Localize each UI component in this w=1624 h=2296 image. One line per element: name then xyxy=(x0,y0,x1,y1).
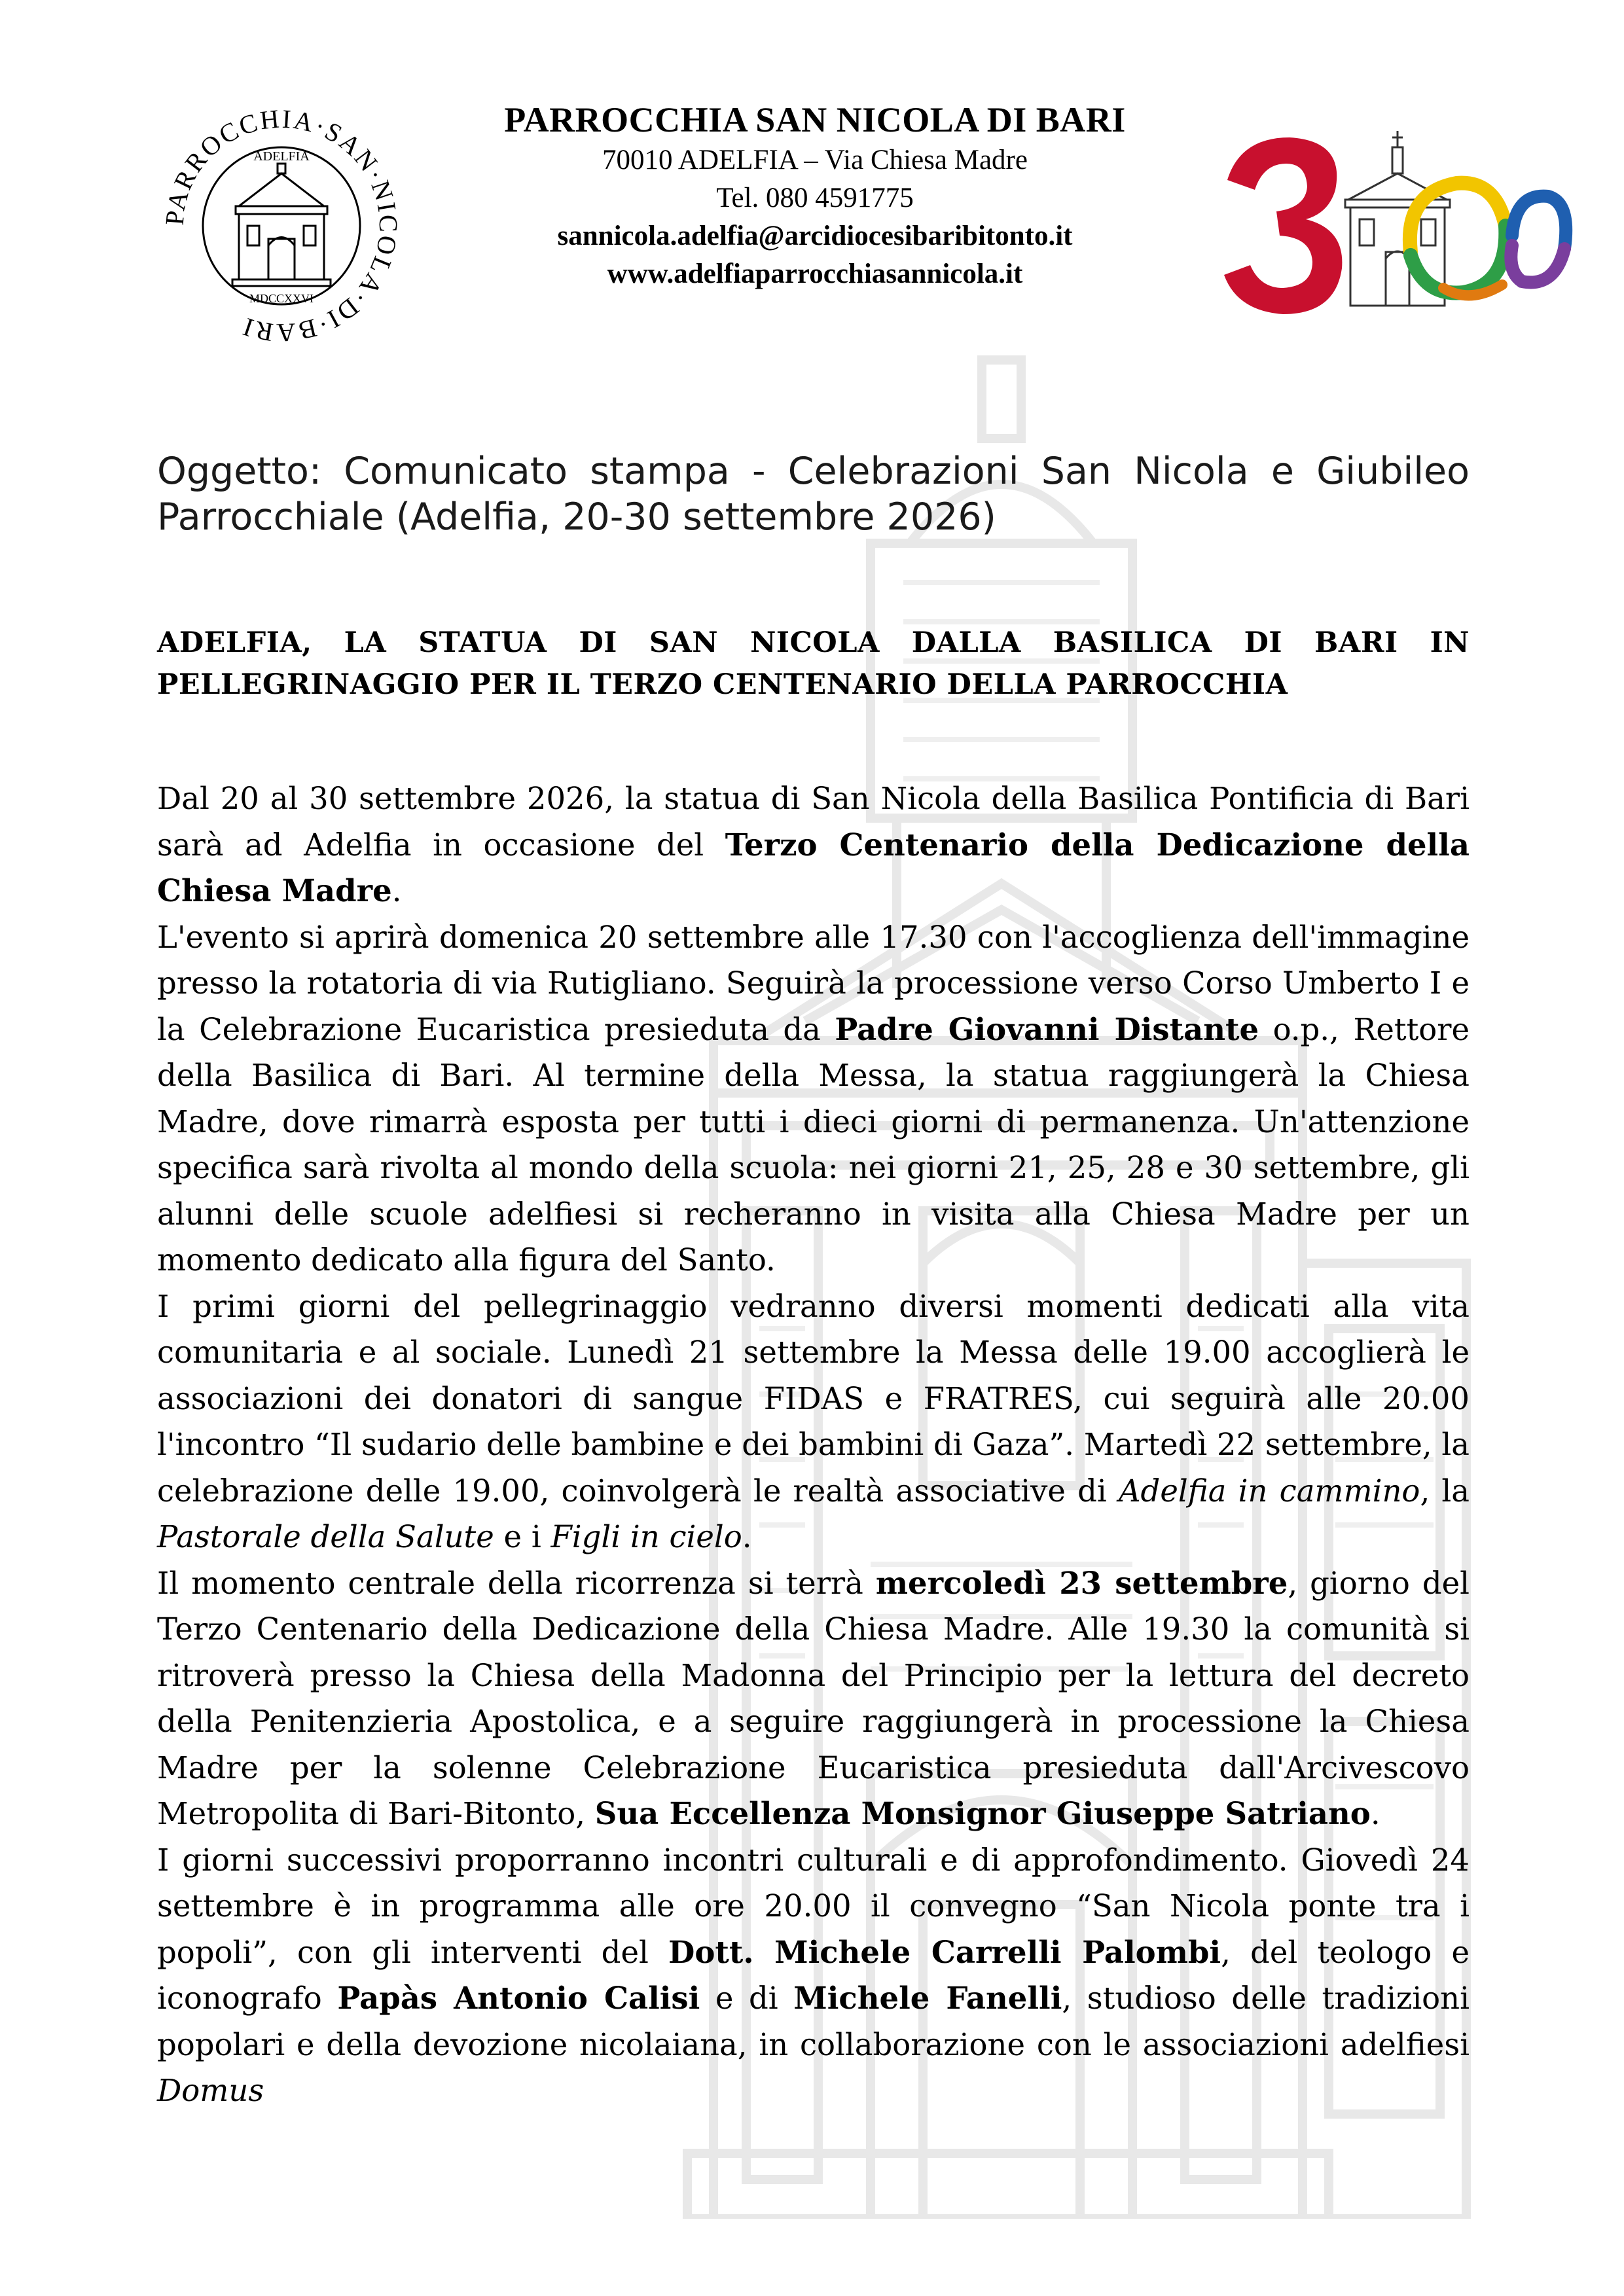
text-run: , giorno del Terzo Centenario della Dedicazione della Chiesa Madre. Alle 19.30 la comunità si ritroverà presso la Chiesa della Madonna del Principio per la lettura del decreto della Penitenzieria Apostolica, e a seguire raggiungerà in processione la Chiesa Madre per la solenne Celebrazione Eucaristica presieduta dall'Arcivescovo Metropolita di Bari-Bitonto, xyxy=(157,1565,1470,1831)
paragraph-5 xyxy=(157,1837,1470,2114)
text-run: o.p., Rettore della Basilica di Bari. Al termine della Messa, la statua raggiungerà la Chiesa Madre, dove rimarrà esposta per tutti i dieci giorni di permanenza. Un'attenzione specifica sarà rivolta al mondo della scuola: nei giorni 21, 25, 28 e 30 settembre, gli alunni delle scuole adelfiesi si recheranno in visita alla Chiesa Madre per un momento dedicato alla figura del Santo. xyxy=(157,1011,1470,1278)
bold-run: Terzo Centenario della Dedicazione della Chiesa Madre xyxy=(157,826,1470,908)
text-run: I primi giorni del pellegrinaggio vedranno diversi momenti dedicati alla vita comunitaria e al sociale. Lunedì 21 settembre la Messa delle 19.00 accoglierà le associazioni dei donatori di sangue FIDAS e FRATRES, cui seguirà alle 20.00 l'incontro “Il sudario delle bambine e dei bambini di Gaza”. Martedì 22 settembre, la celebrazione delle 19.00, coinvolgerà le realtà associative di xyxy=(157,1288,1470,1509)
bold-run: mercoledì 23 settembre xyxy=(875,1564,1288,1601)
paragraph-4 xyxy=(157,1560,1470,1837)
text-run: . xyxy=(391,873,402,908)
bold-run: Dott. Michele Carrelli Palombi xyxy=(668,1933,1221,1970)
parish-seal-logo xyxy=(154,98,409,353)
paragraph-3 xyxy=(157,1283,1470,1560)
italic-run: Adelfia in cammino xyxy=(1118,1473,1420,1509)
text-run: , del teologo e iconografo xyxy=(157,1934,1470,2016)
bold-run: Papàs Antonio Calisi xyxy=(337,1980,700,2016)
text-run: . xyxy=(742,1519,752,1554)
text-run: L'evento si aprirà domenica 20 settembre alle 17.30 con l'accoglienza dell'immagine presso la rotatoria di via Rutigliano. Seguirà la processione verso Corso Umberto I e la Celebrazione Eucaristica presieduta da xyxy=(157,919,1470,1047)
article-body xyxy=(157,776,1470,2114)
paragraph-2 xyxy=(157,914,1470,1283)
seal-ring-text: PARROCCHIA·SAN·NICOLA·DI·BARI xyxy=(159,103,404,348)
press-headline: ADELFIA, LA STATUA DI SAN NICOLA DALLA BASILICA DI BARI IN PELLEGRINAGGIO PER IL TERZO CENTENARIO DELLA PARROCCHIA xyxy=(157,626,1470,701)
seal-top-text: ADELFIA xyxy=(253,149,310,164)
bold-run: Michele Fanelli xyxy=(793,1980,1062,2016)
svg-text:PARROCCHIA·SAN·NICOLA·DI·BARI xyxy=(160,103,403,348)
parish-phone: Tel. 080 4591775 xyxy=(716,183,914,213)
subject-line: Oggetto: Comunicato stampa - Celebrazioni San Nicola e Giubileo Parrocchiale (Adelfia, 20-30 settembre 2026) xyxy=(157,450,1470,539)
bold-run: Padre Giovanni Distante xyxy=(835,1011,1259,1047)
seal-date-text: MDCCXXVI xyxy=(249,292,314,305)
text-run: . xyxy=(1370,1796,1380,1831)
parish-email-link[interactable]: sannicola.adelfia@arcidiocesibaribitonto.it xyxy=(557,221,1073,251)
parish-website-link[interactable]: www.adelfiaparrocchiasannicola.it xyxy=(607,259,1023,289)
italic-run: Figli in cielo xyxy=(550,1519,742,1554)
text-run: e di xyxy=(700,1981,794,2016)
italic-run: Domus xyxy=(157,2073,264,2108)
300-anniversary-logo-icon xyxy=(1214,121,1574,331)
text-run: , la xyxy=(1420,1473,1470,1509)
letterhead xyxy=(419,98,1211,293)
bold-run: Sua Eccellenza Monsignor Giuseppe Satriano xyxy=(594,1795,1371,1831)
text-run: , studioso delle tradizioni popolari e della devozione nicolaiana, in collaborazione con le associazioni adelfiesi xyxy=(157,1981,1470,2062)
parish-address: 70010 ADELFIA – Via Chiesa Madre xyxy=(602,145,1028,175)
paragraph-1 xyxy=(157,776,1470,914)
italic-run: Pastorale della Salute xyxy=(157,1519,494,1554)
text-run: Dal 20 al 30 settembre 2026, la statua di San Nicola della Basilica Pontificia di Bari sarà ad Adelfia in occasione del xyxy=(157,781,1470,863)
parish-name: PARROCCHIA SAN NICOLA DI BARI xyxy=(504,100,1126,139)
text-run: I giorni successivi proporranno incontri culturali e di approfondimento. Giovedì 24 settembre è in programma alle ore 20.00 il convegno “San Nicola ponte tra i popoli”, con gli interventi del xyxy=(157,1842,1470,1970)
text-run: Il momento centrale della ricorrenza si terrà xyxy=(157,1565,876,1601)
text-run: e i xyxy=(494,1519,551,1554)
